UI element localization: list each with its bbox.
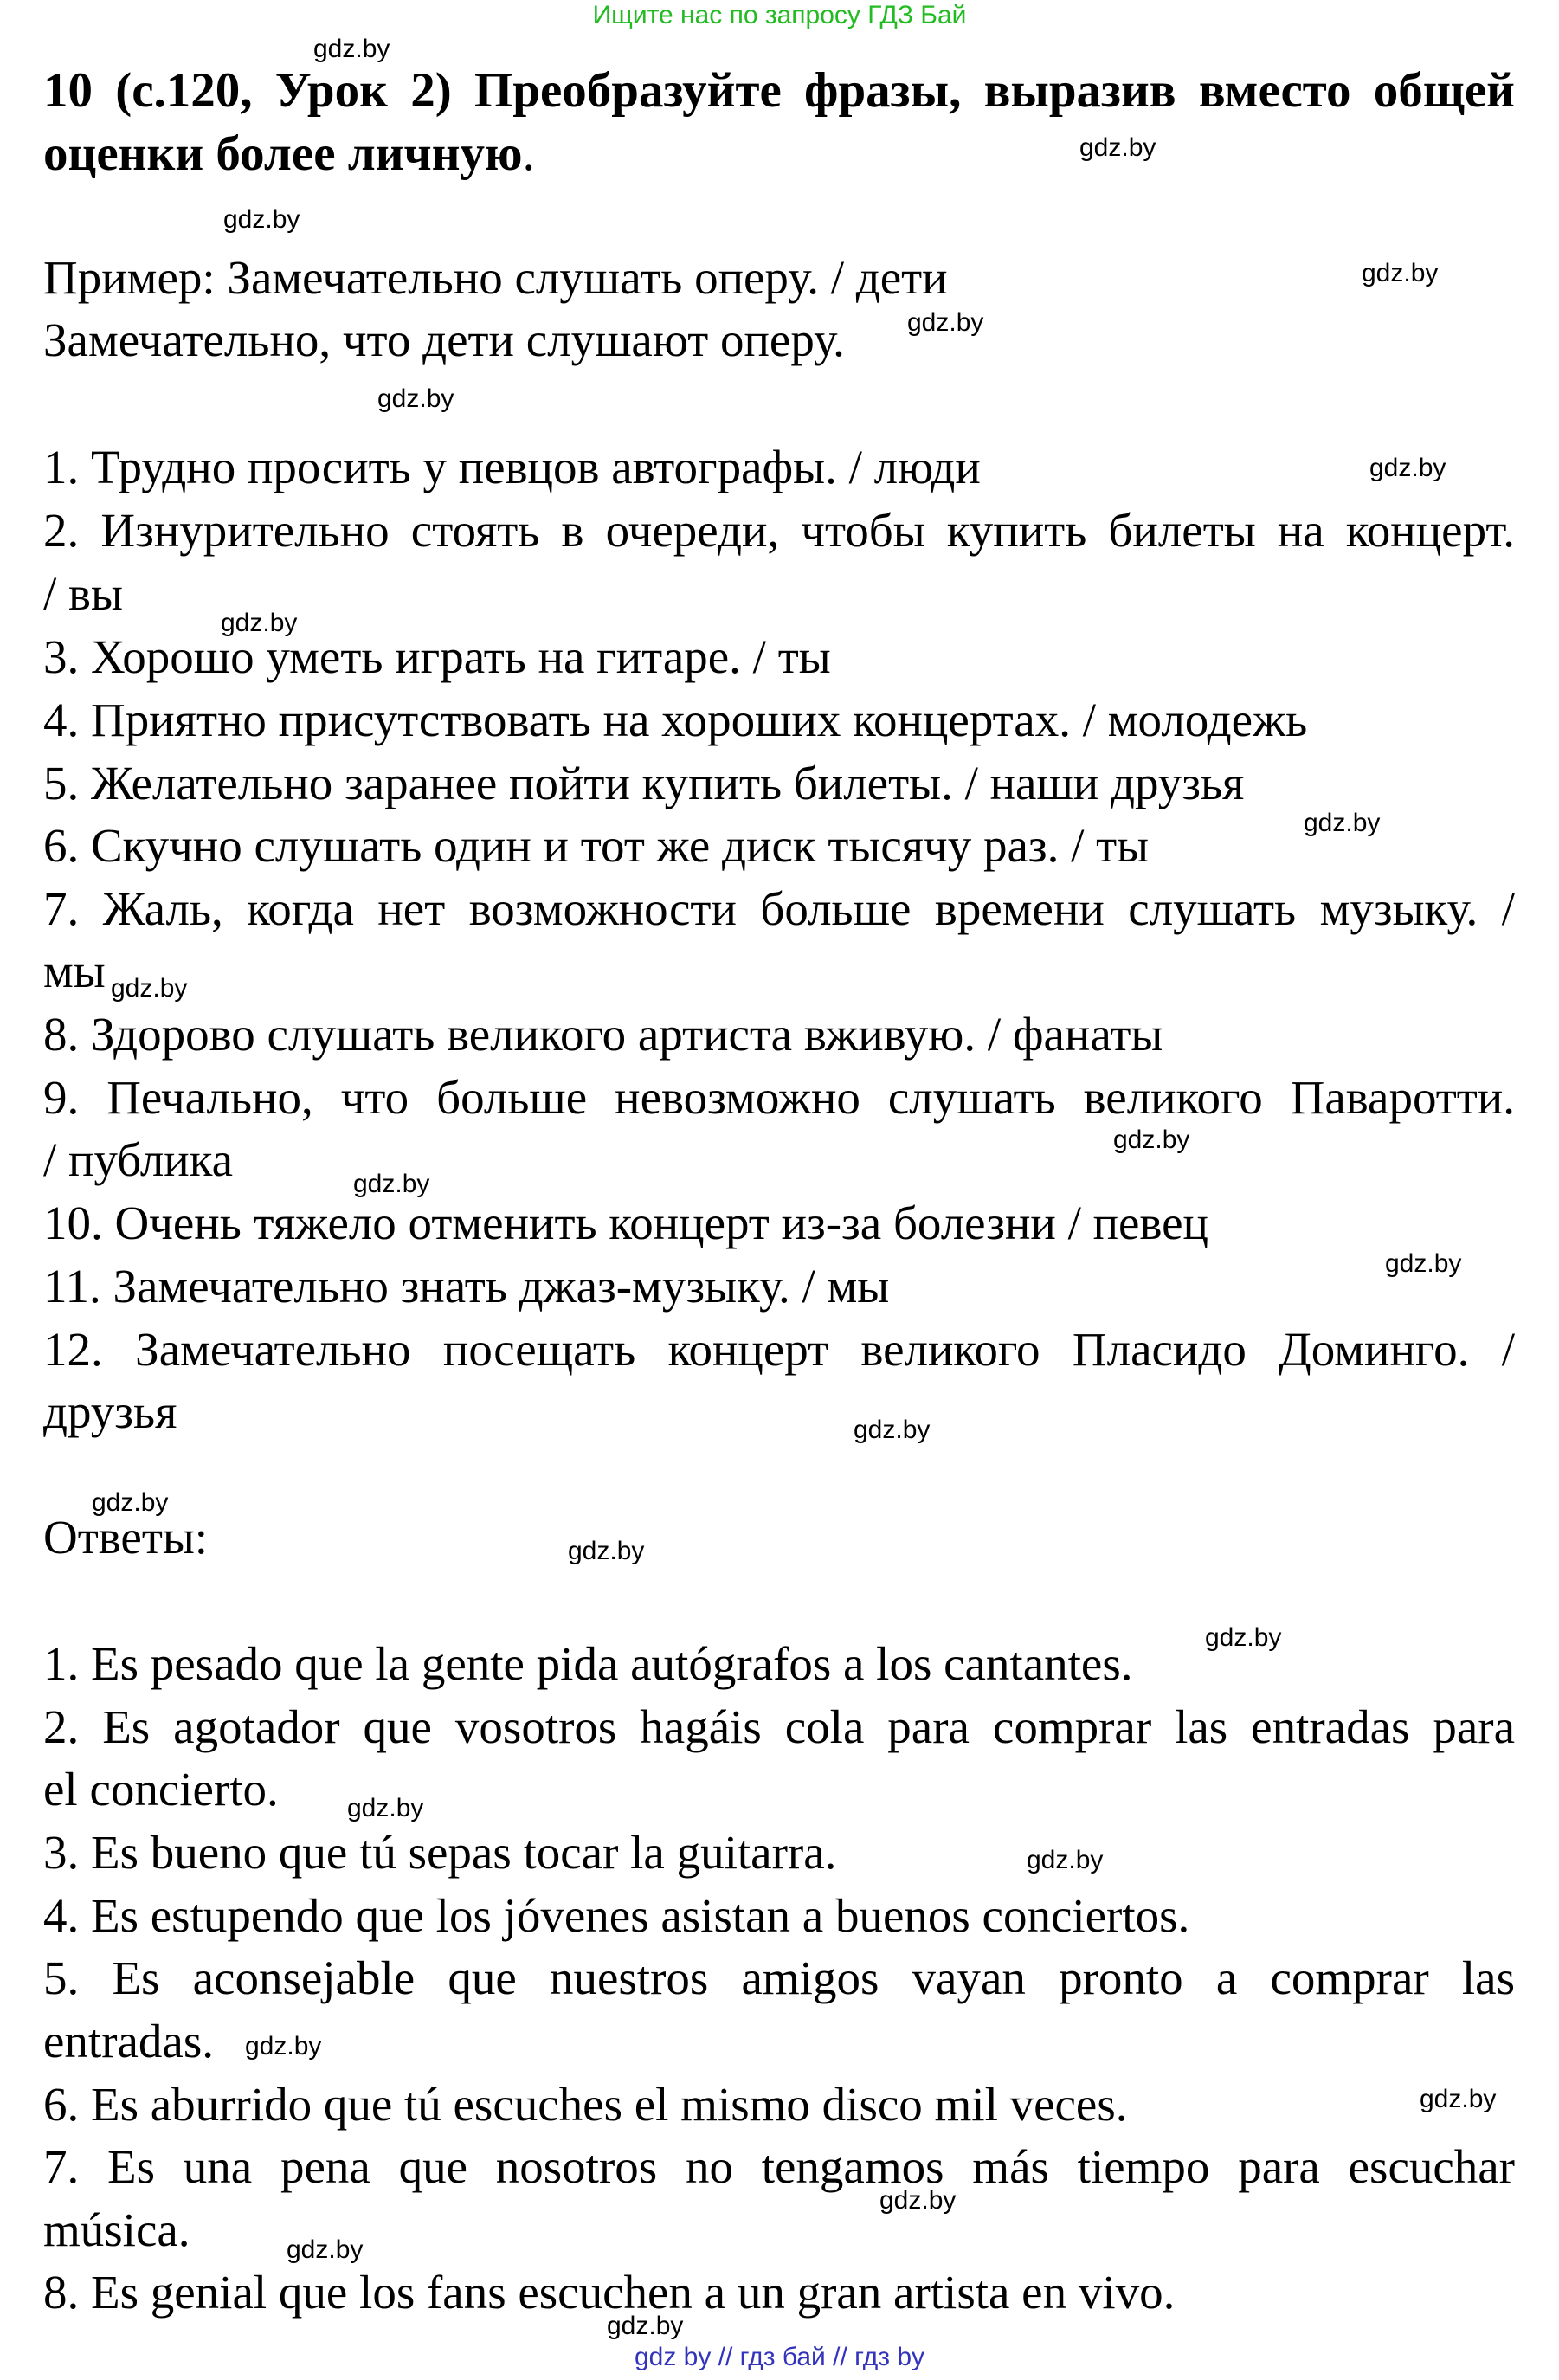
watermark: gdz.by <box>92 1488 169 1517</box>
watermark: gdz.by <box>377 384 454 413</box>
task-10: 10. Очень тяжело отменить концерт из-за болезни / певец <box>43 1196 1208 1249</box>
answer-4: 4. Es estupendo que los jóvenes asistan a buenos conciertos. <box>43 1889 1190 1942</box>
watermark: gdz.by <box>854 1416 931 1444</box>
task-7-line-2: мы <box>43 945 106 997</box>
watermark: gdz.by <box>1385 1249 1462 1278</box>
answer-3: 3. Es bueno que tú sepas tocar la guitarra. <box>43 1826 837 1879</box>
watermark: gdz.by <box>1362 259 1439 287</box>
task-12-line-1: 12. Замечательно посещать концерт великого Пласидо Доминго. / <box>43 1323 1515 1376</box>
task-8: 8. Здорово слушать великого артиста вживую. / фанаты <box>43 1008 1163 1061</box>
task-1: 1. Трудно просить у певцов автографы. / люди <box>43 441 981 493</box>
watermark: gdz.by <box>287 2235 364 2264</box>
example-line-2: Замечательно, что дети слушают оперу. <box>43 313 845 366</box>
task-9-line-2: / публика <box>43 1133 234 1186</box>
watermark: gdz.by <box>1369 454 1446 482</box>
task-2-line-2: / вы <box>43 567 123 620</box>
example-line-1: Пример: Замечательно слушать оперу. / дети <box>43 251 948 304</box>
watermark: gdz.by <box>111 974 188 1003</box>
task-6: 6. Скучно слушать один и тот же диск тысячу раз. / ты <box>43 819 1150 872</box>
task-5: 5. Желательно заранее пойти купить билеты. / наши друзья <box>43 757 1245 809</box>
footer-links: gdz by // гдз бай // гдз by <box>634 2343 925 2371</box>
watermark: gdz.by <box>245 2032 322 2061</box>
watermark: gdz.by <box>221 609 298 637</box>
task-2-line-1: 2. Изнурительно стоять в очереди, чтобы купить билеты на концерт. <box>43 504 1515 557</box>
watermark: gdz.by <box>347 1794 424 1822</box>
answer-2-line-2: el concierto. <box>43 1763 279 1816</box>
task-11: 11. Замечательно знать джаз-музыку. / мы <box>43 1260 890 1313</box>
watermark: gdz.by <box>1304 809 1381 837</box>
watermark: gdz.by <box>1205 1623 1282 1652</box>
answers-label: Ответы: <box>43 1511 209 1564</box>
watermark: gdz.by <box>1027 1846 1104 1874</box>
answer-7-line-1: 7. Es una pena que nosotros no tengamos más tiempo para escuchar <box>43 2140 1515 2193</box>
exercise-title-text: 10 (с.120, Урок 2) Преобразуйте фразы, выразив вместо общей оценки более личную <box>43 63 1515 181</box>
watermark: gdz.by <box>607 2312 684 2340</box>
watermark: gdz.by <box>1079 133 1156 162</box>
watermark: gdz.by <box>1420 2085 1497 2113</box>
answer-5-line-2: entradas. <box>43 2015 214 2067</box>
top-banner: Ищите нас по запросу ГДЗ Бай <box>592 1 967 29</box>
watermark: gdz.by <box>568 1537 645 1565</box>
watermark: gdz.by <box>353 1170 430 1198</box>
answer-6: 6. Es aburrido que tú escuches el mismo disco mil veces. <box>43 2078 1128 2131</box>
answer-2-line-1: 2. Es agotador que vosotros hagáis cola para comprar las entradas para <box>43 1700 1515 1753</box>
watermark: gdz.by <box>313 35 390 63</box>
watermark: gdz.by <box>907 308 984 337</box>
answer-7-line-2: música. <box>43 2203 190 2256</box>
task-3: 3. Хорошо уметь играть на гитаре. / ты <box>43 630 831 683</box>
exercise-title <box>43 59 1515 185</box>
watermark: gdz.by <box>879 2186 957 2215</box>
answer-5-line-1: 5. Es aconsejable que nuestros amigos vayan pronto a comprar las <box>43 1951 1515 2004</box>
task-12-line-2: друзья <box>43 1385 177 1438</box>
task-7-line-1: 7. Жаль, когда нет возможности больше времени слушать музыку. / <box>43 882 1515 935</box>
watermark: gdz.by <box>223 205 300 234</box>
answer-8: 8. Es genial que los fans escuchen a un gran artista en vivo. <box>43 2266 1176 2319</box>
watermark: gdz.by <box>1113 1126 1190 1154</box>
exercise-title-period: . <box>522 126 535 181</box>
task-9-line-1: 9. Печально, что больше невозможно слушать великого Паваротти. <box>43 1071 1515 1124</box>
answer-1: 1. Es pesado que la gente pida autógrafos a los cantantes. <box>43 1637 1133 1690</box>
task-4: 4. Приятно присутствовать на хороших концертах. / молодежь <box>43 693 1308 746</box>
